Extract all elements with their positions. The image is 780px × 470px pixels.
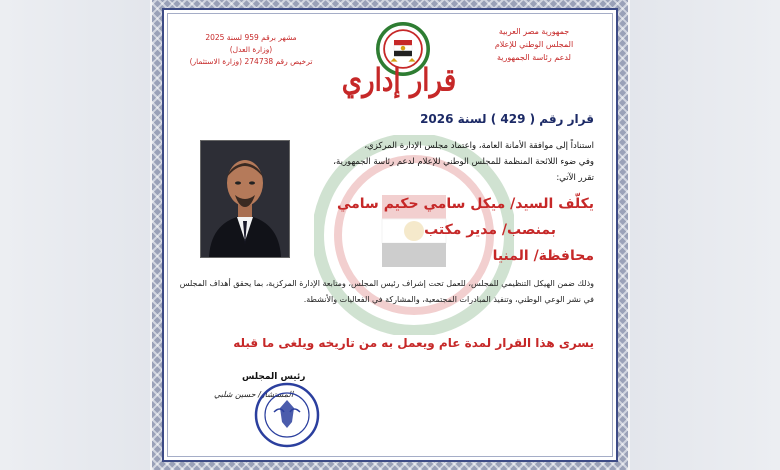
assigned-person: يكلّف السيد/ ميكل سامي حكيم سامي — [336, 196, 594, 212]
assigned-position: بمنصب/ مدير مكتب — [424, 222, 556, 238]
preamble-line: تقرر الآتي: — [556, 173, 594, 183]
document-title: قرار إداري — [341, 63, 457, 99]
header-right-line: لدعم رئاسة الجمهورية — [497, 53, 571, 62]
header-left-line: (وزارة العدل) — [229, 45, 273, 54]
assigned-governorate: محافظة/ المنيا — [492, 248, 594, 264]
header-right-line: جمهورية مصر العربية — [498, 27, 570, 36]
portrait-photo — [200, 140, 290, 258]
certificate-inner — [162, 8, 618, 462]
official-seal-icon — [254, 382, 320, 448]
header-registration — [186, 32, 316, 68]
header-left-line: مشهر برقم 959 لسنة 2025 — [205, 33, 297, 42]
preamble — [294, 138, 594, 186]
background-right — [630, 0, 780, 470]
decree-number: قرار رقم ( 429 ) لسنة 2026 — [420, 112, 594, 126]
header-left-line: ترخيص رقم 274738 (وزارة الاستثمار) — [189, 57, 313, 66]
signature-name: المستشار/ حسين شلبي — [214, 390, 294, 399]
effect-clause: يسرى هذا القرار لمدة عام ويعمل به من تاريخه ويلغى ما قبله — [233, 336, 594, 350]
background-left — [0, 0, 150, 470]
preamble-line: وفي ضوء اللائحة المنظمة للمجلس الوطني للإعلام لدعم رئاسة الجمهورية، — [333, 157, 594, 167]
decree-body: وذلك ضمن الهيكل التنظيمي للمجلس، للعمل تحت إشراف رئيس المجلس، ومتابعة الإدارة المركزية، بما يحقق أهداف المجلس في نشر الوعي الوطني، وتنفيذ المبادرات المجتمعية، والمشاركة في الفعاليات والأنشطة. — [179, 279, 594, 304]
header-right-line: المجلس الوطني للإعلام — [494, 40, 574, 49]
signature-label: رئيس المجلس — [242, 372, 306, 382]
certificate — [152, 0, 628, 470]
preamble-line: استناداً إلى موافقة الأمانة العامة، واعتماد مجلس الإدارة المركزي، — [364, 141, 594, 151]
header-issuer — [474, 25, 594, 64]
